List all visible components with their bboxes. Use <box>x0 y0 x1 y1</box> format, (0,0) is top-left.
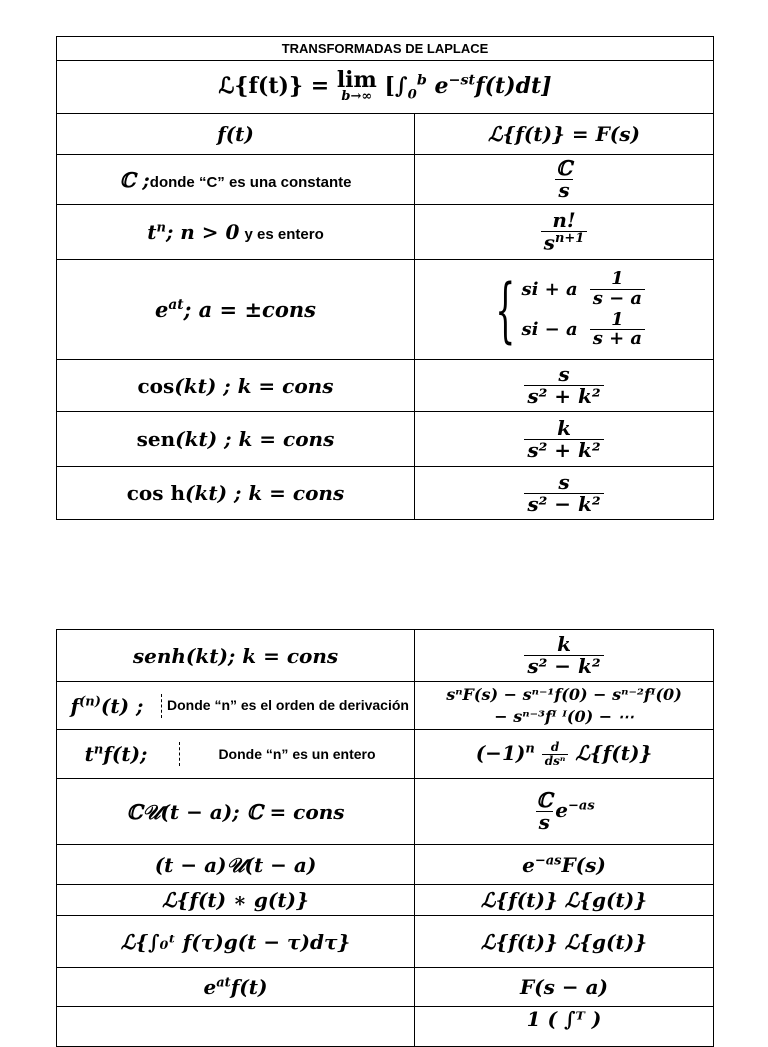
row-left: ℒ{f(t) ∗ g(t)} <box>57 885 415 916</box>
row-right: $\frac{s}{\text{s² + k²}}$ <box>415 360 714 412</box>
table-row <box>57 412 714 467</box>
row-right: $\frac{\text{ℂ}}{s}$ <box>415 155 714 205</box>
laplace-table-2 <box>56 629 714 1047</box>
definition-formula: ℒ{f(t)} = lim b→∞ [$\int_0^b$ $e^{-st}f(t)dt$] <box>218 67 552 105</box>
row-right: $\frac{k}{\text{s² − k²}}$ <box>415 630 714 682</box>
row-left: $t^nf(t)$; Donde “n” es un entero <box>57 730 415 779</box>
table-row <box>57 845 714 885</box>
row-right: $\frac{s}{\text{s² − k²}}$ <box>415 467 714 520</box>
case-minus: si − a $\frac{1}{s + a}$ <box>521 311 645 350</box>
row-left: senh(kt); k = cons <box>57 630 415 682</box>
table-row <box>57 155 714 205</box>
table-row <box>57 1007 714 1047</box>
table-row <box>57 360 714 412</box>
row-left: (t − a)𝒰(t − a) <box>57 845 415 885</box>
row-right: $e^{-as}F(s)$ <box>415 845 714 885</box>
row-left: ℒ{∫₀ᵗ f(τ)g(t − τ)dτ} <box>57 916 415 968</box>
table-row <box>57 779 714 845</box>
row-right: $\frac{\text{ℂ}}{s}$ $e^{-as}$ <box>415 779 714 845</box>
row-right: 1 ( ∫ᵀ ) <box>415 1007 714 1047</box>
row-right: ℒ{f(t)} ℒ{g(t)} <box>415 885 714 916</box>
row-left: ℂ ;donde “C” es una constante <box>57 155 415 205</box>
row-left: $e^{at}$; a = ±cons <box>57 260 415 360</box>
row-right <box>415 260 714 360</box>
row-right: F(s − a) <box>415 968 714 1007</box>
table-row <box>57 682 714 730</box>
row-right: $\frac{k}{\text{s² + k²}}$ <box>415 412 714 467</box>
table-row <box>57 467 714 520</box>
row-left: cos h(kt) ; k = cons <box>57 467 415 520</box>
row-right: $(-1)^n$ $\frac{d}{\text{dsⁿ}}$ ℒ{f(t)} <box>415 730 714 779</box>
row-left: $f^{(n)}(t)$ ; Donde “n” es el orden de derivación <box>57 682 415 730</box>
row-right: ℒ{f(t)} ℒ{g(t)} <box>415 916 714 968</box>
case-plus: si + a $\frac{1}{s - a}$ <box>521 270 645 309</box>
table-row <box>57 916 714 968</box>
table-row <box>57 205 714 260</box>
definition-row <box>57 61 714 114</box>
table-title: TRANSFORMADAS DE LAPLACE <box>57 37 714 61</box>
brace-glyph: { <box>495 268 516 351</box>
row-left: ℂ𝒰(t − a); ℂ = cons <box>57 779 415 845</box>
row-right: $\frac{n!}{s^{n+1}}$ <box>415 205 714 260</box>
col-header-fs: ℒ{f(t)} = F(s) <box>415 114 714 155</box>
table-row <box>57 260 714 360</box>
row-left: sen(kt) ; k = cons <box>57 412 415 467</box>
row-left <box>57 1007 415 1047</box>
row-left: $e^{at}f(t)$ <box>57 968 415 1007</box>
table-row <box>57 968 714 1007</box>
col-header-ft: f(t) <box>57 114 415 155</box>
table-row <box>57 885 714 916</box>
table-row <box>57 630 714 682</box>
row-left: $t^n$; n > 0 y es entero <box>57 205 415 260</box>
row-left: cos(kt) ; k = cons <box>57 360 415 412</box>
laplace-table-1 <box>56 36 714 520</box>
row-right: sⁿF(s) − sⁿ⁻¹f(0) − sⁿ⁻²fᴵ(0) − sⁿ⁻³fᴵ ᴵ(0) − ⋯ <box>415 682 714 730</box>
table-row <box>57 730 714 779</box>
